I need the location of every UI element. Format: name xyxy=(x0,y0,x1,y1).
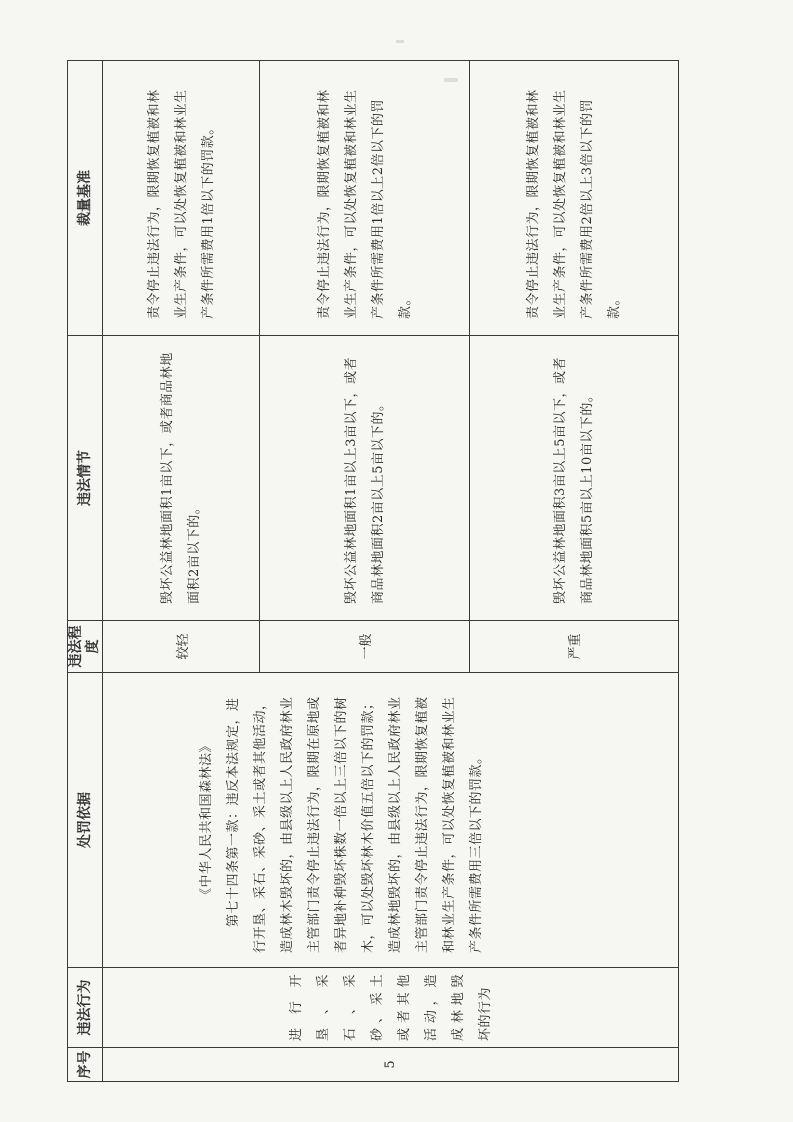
rotated-table-container xyxy=(67,61,679,1082)
header-seq: 序号 xyxy=(68,1048,103,1082)
table-row xyxy=(103,61,260,1082)
basis-law-text: 第七十四条第一款：违反本法规定，进行开垦、采石、采砂、采土或者其他活动，造成林木毁坏的，由县级以上人民政府林业主管部门责令停止违法行为，限期在原地或者异地补种毁坏株数一倍以上三倍以下的树木，可以处毁坏林木价值五倍以下的罚款；造成林地毁坏的，由县级以上人民政府林业主管部门责令停止违法行为，限期恢复植被和林业生产条件，可以处恢复植被和林业生产条件所需费用三倍以下的罚款。 xyxy=(226,696,484,953)
basis-law-title: 《中华人民共和国森林法》 xyxy=(199,739,214,902)
standard-cell: 责令停止违法行为，限期恢复植被和林业生产条件，可以处恢复植被和林业生产条件所需费用1倍以上2倍以下的罚款。 xyxy=(260,61,469,336)
degree-cell: 一般 xyxy=(260,621,469,673)
header-basis: 处罚依据 xyxy=(68,673,103,968)
scan-speck xyxy=(396,40,404,43)
row-basis xyxy=(103,673,679,968)
circumstance-cell: 毁坏公益林地面积1亩以下，或者商品林地面积2亩以下的。 xyxy=(103,336,260,621)
circumstance-cell: 毁坏公益林地面积3亩以上5亩以下，或者商品林地面积5亩以上10亩以下的。 xyxy=(469,336,678,621)
row-act: 进行开垦、采石、采砂、采土或者其他活动，造成林地毁坏的行为 xyxy=(103,968,679,1048)
header-act: 违法行为 xyxy=(68,968,103,1048)
degree-cell: 严重 xyxy=(469,621,678,673)
circumstance-cell: 毁坏公益林地面积1亩以上3亩以下，或者商品林地面积2亩以上5亩以下的。 xyxy=(260,336,469,621)
table-header-row xyxy=(68,61,103,1082)
standard-cell: 责令停止违法行为，限期恢复植被和林业生产条件，可以处恢复植被和林业生产条件所需费用1倍以下的罚款。 xyxy=(103,61,260,336)
header-degree: 违法程度 xyxy=(68,621,103,673)
header-standard: 裁量基准 xyxy=(68,61,103,336)
degree-cell: 较轻 xyxy=(103,621,260,673)
penalty-discretion-table xyxy=(67,60,679,1082)
header-circumstance: 违法情节 xyxy=(68,336,103,621)
row-seq: 5 xyxy=(103,1048,679,1082)
standard-cell: 责令停止违法行为，限期恢复植被和林业生产条件，可以处恢复植被和林业生产条件所需费用2倍以上3倍以下的罚款。 xyxy=(469,61,678,336)
